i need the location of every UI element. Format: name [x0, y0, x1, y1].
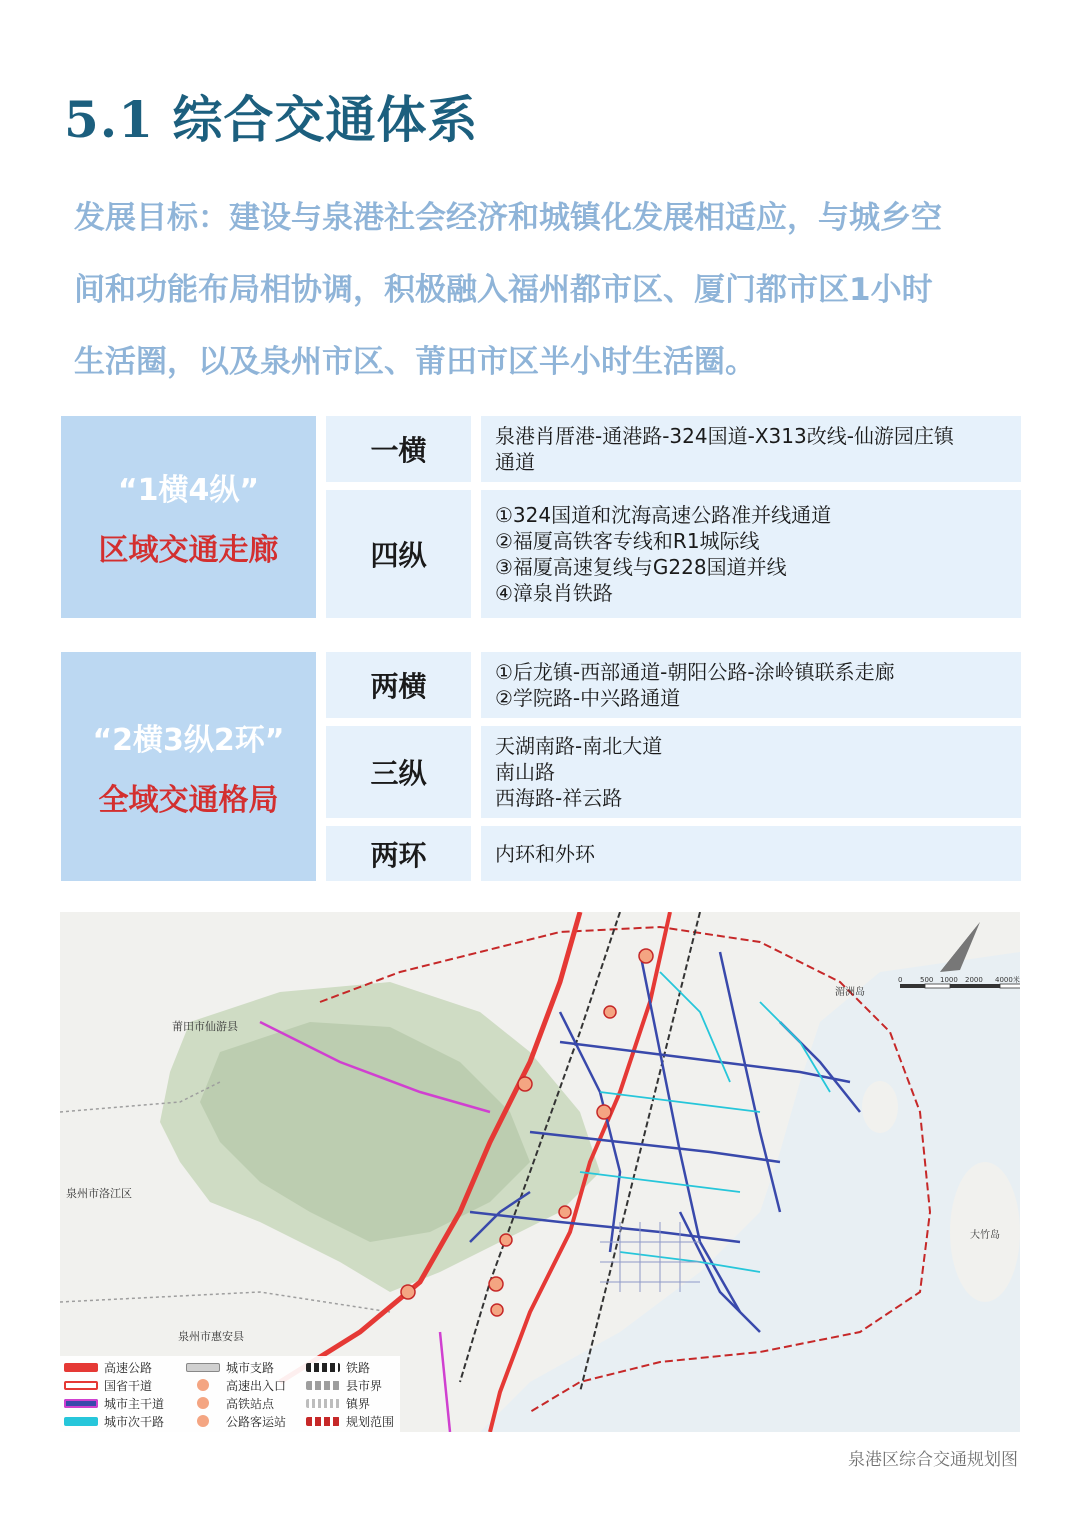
row-item: ④漳泉肖铁路	[495, 581, 613, 605]
legend-swatch	[186, 1363, 220, 1372]
intro-line: 生活圈，以及泉州市区、莆田市区半小时生活圈。	[74, 344, 756, 380]
regional-corridor-section	[61, 416, 1021, 618]
legend-item	[186, 1358, 274, 1376]
map-legend	[60, 1356, 400, 1432]
map-label: 泉州市惠安县	[178, 1330, 244, 1343]
row-item: 天湖南路-南北大道	[495, 734, 663, 758]
row-label: 四纵	[326, 490, 471, 618]
row-label: 两横	[326, 652, 471, 718]
legend-label: 国省干道	[104, 1378, 153, 1393]
table-row	[326, 490, 1021, 618]
legend-swatch	[306, 1381, 340, 1390]
map-graphic	[60, 912, 1020, 1432]
legend-label: 城市次干路	[104, 1414, 165, 1429]
row-item: ②福厦高铁客专线和R1城际线	[495, 529, 760, 553]
map-caption: 泉港区综合交通规划图	[848, 1450, 1018, 1470]
page-title: 5.1 综合交通体系	[64, 90, 479, 149]
intro-line: 间和功能布局相协调，积极融入福州都市区、厦门都市区1小时	[74, 272, 933, 308]
table-row	[326, 826, 1021, 881]
legend-label: 城市主干道	[104, 1396, 165, 1411]
section-quote: “1横4纵”	[117, 473, 260, 508]
row-item: ①324国道和沈海高速公路准并线通道	[495, 503, 832, 527]
row-item: ①后龙镇-西部通道-朝阳公路-涂岭镇联系走廊	[495, 660, 895, 684]
table-row	[326, 416, 1021, 482]
row-content	[481, 490, 1021, 618]
row-label: 三纵	[326, 726, 471, 818]
development-goal-text	[74, 182, 1014, 398]
row-content	[481, 652, 1021, 718]
legend-item	[186, 1412, 286, 1430]
legend-swatch	[64, 1417, 98, 1426]
legend-swatch	[306, 1363, 340, 1372]
legend-item	[306, 1412, 394, 1430]
legend-label: 城市支路	[226, 1360, 275, 1375]
scale-tick: 4000米	[995, 976, 1020, 984]
row-content	[481, 416, 1021, 482]
legend-label: 高铁站点	[226, 1396, 275, 1411]
legend-item	[186, 1394, 274, 1412]
map-label: 湄洲岛	[835, 987, 865, 998]
transport-plan-map	[60, 912, 1020, 1432]
section-header	[61, 416, 316, 618]
section-quote: “2横3纵2环”	[92, 722, 285, 758]
legend-swatch	[306, 1399, 340, 1408]
row-item: 泉港肖厝港-通港路-324国道-X313改线-仙游园庄镇	[495, 424, 954, 448]
row-content	[481, 826, 1021, 881]
legend-swatch	[64, 1381, 98, 1390]
scale-tick: 0	[898, 976, 903, 984]
legend-swatch	[197, 1379, 209, 1391]
legend-swatch	[197, 1415, 209, 1427]
legend-item	[64, 1376, 152, 1394]
scale-tick: 1000	[940, 976, 958, 984]
legend-swatch	[64, 1399, 98, 1408]
overall-network-section	[61, 652, 1021, 881]
section-header	[61, 652, 316, 881]
scale-tick: 2000	[965, 976, 983, 984]
legend-label: 高速公路	[104, 1360, 153, 1375]
legend-item	[64, 1394, 164, 1412]
row-item: ③福厦高速复线与G228国道并线	[495, 555, 787, 579]
legend-item	[306, 1358, 370, 1376]
legend-label: 镇界	[346, 1396, 371, 1411]
row-item: 西海路-祥云路	[495, 786, 623, 810]
legend-label: 铁路	[346, 1360, 371, 1375]
legend-label: 县市界	[346, 1378, 383, 1393]
section-name: 全域交通格局	[98, 782, 279, 818]
row-content	[481, 726, 1021, 818]
legend-swatch	[64, 1363, 98, 1372]
row-label: 两环	[326, 826, 471, 881]
legend-item	[306, 1376, 382, 1394]
row-item: 内环和外环	[495, 841, 595, 866]
legend-label: 高速出入口	[226, 1378, 287, 1393]
row-item: ②学院路-中兴路通道	[495, 686, 681, 710]
legend-label: 规划范围	[346, 1414, 395, 1429]
legend-swatch	[306, 1417, 340, 1426]
scale-tick: 500	[920, 976, 934, 984]
legend-item	[64, 1412, 164, 1430]
map-label: 大竹岛	[970, 1230, 1000, 1241]
table-row	[326, 652, 1021, 718]
map-label: 泉州市洛江区	[66, 1187, 132, 1200]
row-label: 一横	[326, 416, 471, 482]
table-row	[326, 726, 1021, 818]
legend-item	[64, 1358, 152, 1376]
row-item: 通道	[495, 450, 535, 474]
row-item: 南山路	[495, 760, 555, 784]
section-name: 区域交通走廊	[98, 533, 279, 568]
legend-label: 公路客运站	[226, 1414, 287, 1429]
legend-item	[306, 1394, 370, 1412]
map-label: 莆田市仙游县	[172, 1020, 238, 1033]
legend-item	[186, 1376, 286, 1394]
legend-swatch	[197, 1397, 209, 1409]
intro-line: 发展目标：建设与泉港社会经济和城镇化发展相适应，与城乡空	[74, 200, 942, 236]
